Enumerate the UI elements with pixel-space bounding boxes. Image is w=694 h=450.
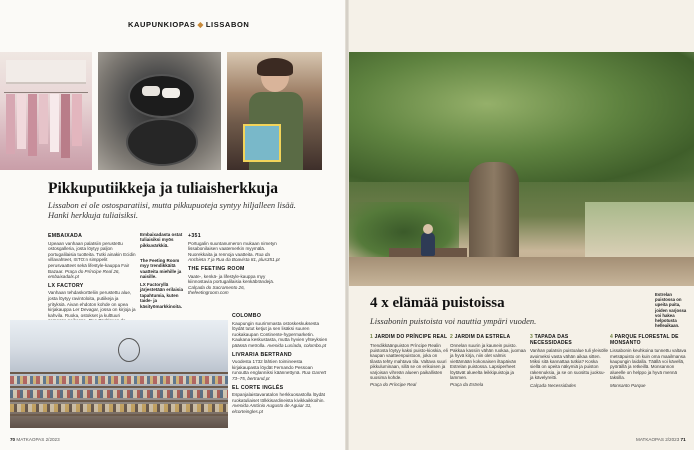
shop-name: LX FACTORY <box>48 282 84 289</box>
issue-number: 2/2023 <box>665 437 680 442</box>
shop-name: +351 <box>188 233 201 239</box>
shop-address: Praça do Príncipe Real 26, embaixadalx.pt <box>48 268 120 280</box>
shops-column-3 <box>232 310 330 419</box>
magazine-name: MATKAOPAS <box>636 437 664 442</box>
magazine-name: MATKAOPAS <box>16 437 45 442</box>
bookstore-interior-photo <box>10 320 228 428</box>
park-text: Lissabonin keuhkoina tunnettu valtava metsäpuisto on kuin oma maailmansa kaupungin laidalla. Täällä voi kävellä, pyöräillä ja retkeillä. Monsannon alueelle on helppo ja hyvä mennä taksilla. <box>610 348 687 381</box>
shop-text: Kaupungin suurimmasta ostoskeskuksesta löydät tutut ketjut ja sen lisäksi suuren ruokakaupan Continente-hypermarketin. Kaukana keskustasta, mutta hyvien yhteyksien päässä metrolla. <box>232 320 328 348</box>
right-page-lead: Lissabonin puistoista voi nauttia ympäri vuoden. <box>370 316 537 326</box>
park-name: JARDIM DO PRÍNCIPE REAL <box>374 334 448 340</box>
section-city: LISSABON <box>205 20 250 29</box>
park-photo-caption: Estrelan puistossa on upeita puita, joiden varjossa voi hakea helpotusta helleaikaan. <box>655 292 687 329</box>
diamond-icon: ◆ <box>197 20 204 29</box>
left-folio <box>10 437 60 442</box>
left-page-lead: Lissabon ei ole ostosparatiisi, mutta pikkupuoteja syntyy hiljalleen lisää. Hanki herkkuja tuliaisiksi. <box>48 200 296 220</box>
park-heading <box>610 335 689 346</box>
park-name: PARQUE FLORESTAL DE MONSANTO <box>610 334 679 346</box>
right-folio <box>636 437 686 442</box>
shop-text: Vanhaan tehdaskortteliin perustettu alue, josta löytyy ravintoloita, putiikeja ja yrityksiä. Aivan ehdoton kohde on upea kirjakauppa Ler Devagar, jossa on kirjoja ja kahvila. Ruoka, ostokset ja kulttuuri <box>48 290 136 318</box>
caption-feeting-room: The Feeting Room myy trendikkäitä vaatteita miehille ja naisille. <box>140 258 182 280</box>
park-number: 1 <box>370 334 373 340</box>
shop-address: Rua Garrett 73–75, bertrand.pt <box>232 370 326 381</box>
section-name: KAUPUNKIOPAS <box>128 20 196 29</box>
shop-text: Portugalin suuntanumeron mukaan nimetyn lissabonilaisen vaatemerkin myymälä. Nuorekkaita ja rennoja vaatteita. <box>188 240 277 257</box>
park-tree-photo <box>349 52 694 286</box>
page-number: 71 <box>680 437 686 442</box>
shop-name: EL CORTE INGLÉS <box>232 384 284 391</box>
page-number: 70 <box>10 437 16 442</box>
shop-name: COLOMBO <box>232 313 262 319</box>
shop-text: Espanjalaistavaratalon herkkuosastolla löydät ruokatuliaiset tölkkisardineista kivikkaikkoihin. <box>232 392 325 403</box>
park-address: Praça do Príncipe Real <box>370 382 417 388</box>
park-heading <box>450 335 529 341</box>
shops-column-1 <box>48 230 136 334</box>
park-entry <box>610 335 689 388</box>
section-label <box>128 20 249 29</box>
park-text: Vanhan palatsin puistoalue tuli yleisölle avoimeksi vasta vähän aikaa sitten. Miksi sitä kannattaa tutkia? Koska siellä on upeita näkymiä ja puiston rakennuksia, ja se on suosittu juoksu- ja kävelyreitti. <box>530 348 608 381</box>
park-number: 2 <box>450 334 453 340</box>
shop-owner-photo <box>227 52 322 170</box>
shops-column-2 <box>188 230 286 300</box>
clothing-rack-photo <box>0 52 92 170</box>
shop-text: Upeaan vanhaan palatsiin perustettu ostosgalleria, josta löytyy paljon portugalilaisia tuotteita. Tutki ainakin Ecidin villavahteet, ISTO:n simppelit perusvaatteet sekä lifestyle-kauppa Fair Bazaar. <box>48 240 136 274</box>
park-number: 4 <box>610 334 613 340</box>
shop-name: EMBAIXADA <box>48 233 83 239</box>
shop-address: Avenida António Augusto de Aguiar 31, elcorteingles.pt <box>232 403 312 414</box>
shop-address: Avenida Lusíada, colombo.pt <box>267 342 327 348</box>
park-text: Trendikkäänpuiston Príncipe Realin puistosta löytyy kaksi puisto-kioskia, eli kaupan vaatteenpuistoon, joka on tilasta tehty mahtava tila. Valtava suuri pikkuluminaan, sillä se on erikoisen ja varjoisan vihreän alueen paikallisten suosima kohde. <box>370 342 448 381</box>
park-entry <box>530 335 609 388</box>
shop-name: LIVRARIA BERTRAND <box>232 351 292 358</box>
park-heading <box>530 335 609 346</box>
left-page-title: Pikkuputiikkeja ja tuliaisherkkuja <box>48 180 278 197</box>
park-address: Monsanto Parque <box>610 382 646 388</box>
park-entry <box>370 335 449 388</box>
park-heading <box>370 335 449 341</box>
park-name: JARDIM DA ESTRELA <box>454 334 511 340</box>
shoes-display-photo <box>98 52 221 170</box>
park-name: TAPADA DAS NECESSIDADES <box>530 334 572 346</box>
caption-embaixada: Embaixadasta ostat tuliaisiksi myös pikkuvärkkiä. <box>140 232 183 248</box>
shop-text: Vuodesta 1732 lähtien toimineesta kirjakaupasta löydät Fernando Pessoan runoutta englanniksi käännettynä. <box>232 359 313 376</box>
park-number: 3 <box>530 334 533 340</box>
park-text: Onnelan suurin ja kaunein puisto. Pakkaa kassiin vähän ruokaa, juomaa ja hyvä kirja, niin olet valmis viettämään kokonaisen iltapäivän Estrelan puistossa. Lapsiperheet löytävät alueelta leikkipuistoja ja lammen. <box>450 342 526 381</box>
caption-lx-factory: LX Factoryllä järjestetään erilaisia tapahtumia, kuten taide- ja käsityömarkkinoita. <box>140 282 184 309</box>
shop-address: Rua da Anchieta 7 ja Rua da Boavista 81, plus351.pt <box>188 251 280 263</box>
shop-address: Calçada do Sacramento 26, thefeetingroom.com <box>188 284 245 296</box>
shop-name: THE FEETING ROOM <box>188 265 245 272</box>
park-address: Calçada Necessidades <box>530 382 577 388</box>
park-entry <box>450 335 529 388</box>
right-page-title: 4 x elämää puistoissa <box>370 295 505 311</box>
issue-number: 2/2023 <box>45 437 60 442</box>
park-address: Praça da Estrela <box>450 382 484 388</box>
shop-text: Vaate-, kenkä- ja lifestyle-kauppa myy kiinnostavia portugalilaisia kenkäbrändejä. <box>188 273 275 285</box>
